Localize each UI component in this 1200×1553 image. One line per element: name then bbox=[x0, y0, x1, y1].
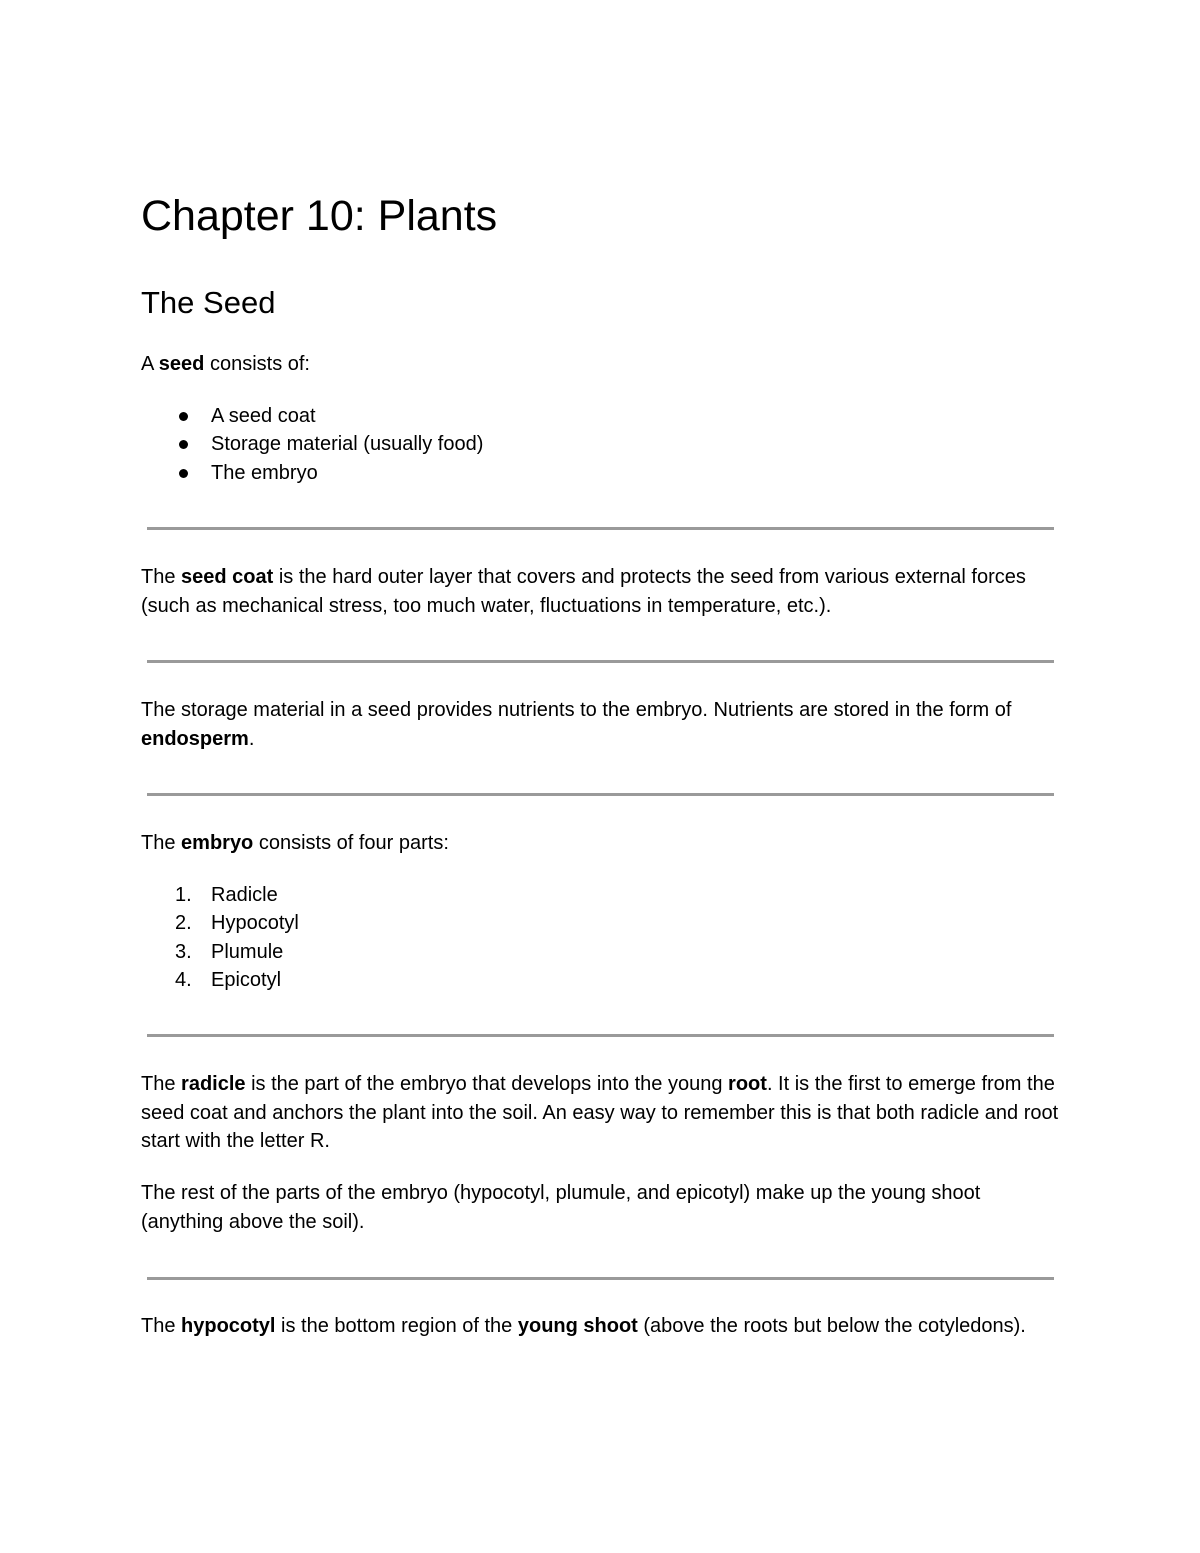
list-number: 1. bbox=[175, 884, 192, 906]
seed-components-list bbox=[141, 402, 483, 487]
list-item bbox=[141, 430, 483, 458]
term-seed: seed bbox=[158, 353, 205, 375]
hypocotyl-paragraph bbox=[141, 1312, 1059, 1341]
list-item-text: Epicotyl bbox=[211, 968, 282, 991]
list-item bbox=[141, 402, 483, 430]
storage-paragraph bbox=[141, 696, 1059, 753]
term-hypocotyl: hypocotyl bbox=[181, 1315, 276, 1337]
list-item-text: The embryo bbox=[211, 461, 318, 484]
list-item-text: Hypocotyl bbox=[211, 912, 299, 935]
paragraph-text: is the part of the embryo that develops into the young bbox=[245, 1073, 729, 1095]
paragraph-text: The bbox=[141, 566, 182, 588]
bullet-icon bbox=[179, 440, 188, 449]
term-root: root bbox=[728, 1073, 767, 1095]
term-young-shoot: young shoot bbox=[517, 1315, 638, 1337]
term-seed-coat: seed coat bbox=[181, 566, 274, 588]
embryo-parts-list bbox=[141, 881, 299, 994]
chapter-title: Chapter 10: Plants bbox=[141, 192, 498, 240]
paragraph-text: The storage material in a seed provides nutrients to the embryo. Nutrients are stored in the form of bbox=[141, 699, 1012, 721]
horizontal-rule bbox=[147, 660, 1054, 663]
bullet-icon bbox=[179, 412, 188, 421]
paragraph-text: . bbox=[248, 727, 255, 750]
paragraph-text: (above the roots but below the cotyledons). bbox=[637, 1315, 1026, 1337]
list-item bbox=[141, 966, 299, 994]
term-endosperm: endosperm bbox=[141, 727, 249, 750]
paragraph-text: The bbox=[141, 832, 182, 854]
bullet-icon bbox=[179, 469, 188, 478]
list-item bbox=[141, 459, 483, 487]
paragraph-text: The bbox=[141, 1073, 182, 1095]
section-heading: The Seed bbox=[141, 285, 276, 320]
paragraph-text: . It is the first to emerge from the seed coat and anchors the plant into the soil. An easy way to remember this is that both radicle and root start with the letter R. bbox=[141, 1073, 1059, 1152]
list-item bbox=[141, 938, 299, 966]
list-number: 3. bbox=[175, 940, 192, 963]
list-item-text: Storage material (usually food) bbox=[211, 433, 484, 456]
paragraph-text: consists of four parts: bbox=[253, 832, 449, 854]
intro-text: A bbox=[141, 353, 159, 375]
paragraph-text: is the bottom region of the bbox=[275, 1315, 518, 1337]
list-item bbox=[141, 881, 299, 909]
list-number: 2. bbox=[175, 912, 192, 935]
term-radicle: radicle bbox=[181, 1073, 246, 1095]
rest-paragraph: The rest of the parts of the embryo (hypocotyl, plumule, and epicotyl) make up the young shoot (anything above the soil). bbox=[141, 1182, 981, 1233]
intro-paragraph bbox=[141, 350, 1059, 379]
term-embryo: embryo bbox=[181, 832, 254, 854]
list-item-text: Plumule bbox=[211, 940, 284, 963]
radicle-paragraph bbox=[141, 1070, 1059, 1156]
intro-text-end: consists of: bbox=[204, 353, 310, 375]
embryo-intro-paragraph bbox=[141, 829, 1059, 858]
list-item-text: Radicle bbox=[211, 884, 278, 906]
horizontal-rule bbox=[147, 1277, 1054, 1280]
paragraph-text: is the hard outer layer that covers and protects the seed from various external forces (such as mechanical stress, too much water, fluctuations in temperature, etc.). bbox=[141, 566, 1026, 617]
list-item-text: A seed coat bbox=[211, 405, 316, 427]
horizontal-rule bbox=[147, 793, 1054, 796]
horizontal-rule bbox=[147, 1034, 1054, 1037]
seed-coat-paragraph bbox=[141, 563, 1059, 620]
horizontal-rule bbox=[147, 527, 1054, 530]
list-item bbox=[141, 909, 299, 937]
list-number: 4. bbox=[175, 968, 192, 991]
paragraph-text: The bbox=[141, 1315, 182, 1337]
